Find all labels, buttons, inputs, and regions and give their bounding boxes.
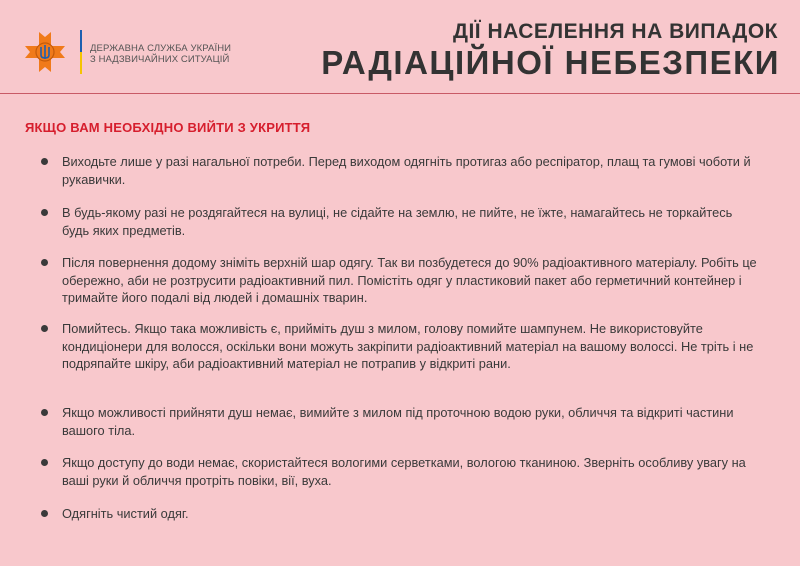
flag-divider [80,30,82,74]
list-item [62,505,762,523]
section-heading: ЯКЩО ВАМ НЕОБХІДНО ВИЙТИ З УКРИТТЯ [25,120,311,135]
page-title-line1: ДІЇ НАСЕЛЕННЯ НА ВИПАДОК [453,20,778,43]
bullet-dot-icon [41,459,48,466]
bullet-dot-icon [41,409,48,416]
bullet-dot-icon [41,325,48,332]
bullet-dot-icon [41,510,48,517]
list-item-text: Якщо можливості прийняти душ немає, вимийте з милом під проточною водою руки, обличчя та відкриті частини вашого тіла. [62,405,734,438]
list-item-text: Виходьте лише у разі нагальної потреби. Перед виходом одягніть протигаз або респіратор, плащ та гумові чоботи й рукавички. [62,154,751,187]
list-item [62,204,762,239]
list-item-text: Після повернення додому зніміть верхній шар одягу. Так ви позбудетеся до 90% радіоактивного матеріалу. Робіть це обережно, аби не розтрусити радіоактивний пил. Помістіть одяг у пластиковий пакет або герметичний контейнер і тримайте його подалі від людей і домашніх тварин. [62,255,757,305]
list-item [62,454,762,489]
list-item-text: В будь-якому разі не роздягайтеся на вулиці, не сідайте на землю, не пийте, не їжте, намагайтесь не торкайтесь будь яких предметів. [62,205,733,238]
org-name-line1: ДЕРЖАВНА СЛУЖБА УКРАЇНИ [90,43,232,54]
bullet-dot-icon [41,209,48,216]
list-item-text: Помийтесь. Якщо така можливість є, прийміть душ з милом, голову помийте шампунем. Не використовуйте кондиціонери для волосся, оскільки вони можуть закріпити радіоактивний матеріал на вашому волоссі. Не тріть і не подряпайте шкіру, аби радіоактивний матеріал не потрапив у відкриті рани. [62,321,754,371]
page-title-line2: РАДІАЦІЙНОЇ НЕБЕЗПЕКИ [321,44,780,81]
list-item [62,153,762,188]
list-item [62,404,762,439]
bullet-dot-icon [41,259,48,266]
list-item [62,320,762,373]
header-divider [0,93,800,94]
org-name-line2: З НАДЗВИЧАЙНИХ СИТУАЦІЙ [90,54,230,65]
list-item [62,254,762,307]
list-item-text: Одягніть чистий одяг. [62,506,189,521]
list-item-text: Якщо доступу до води немає, скористайтеся вологими серветками, вологою тканиною. Зверніть особливу увагу на ваші руки й обличчя протріть повіки, вії, вуха. [62,455,746,488]
dsns-emblem-icon [23,32,67,72]
bullet-dot-icon [41,158,48,165]
org-name [90,43,231,65]
